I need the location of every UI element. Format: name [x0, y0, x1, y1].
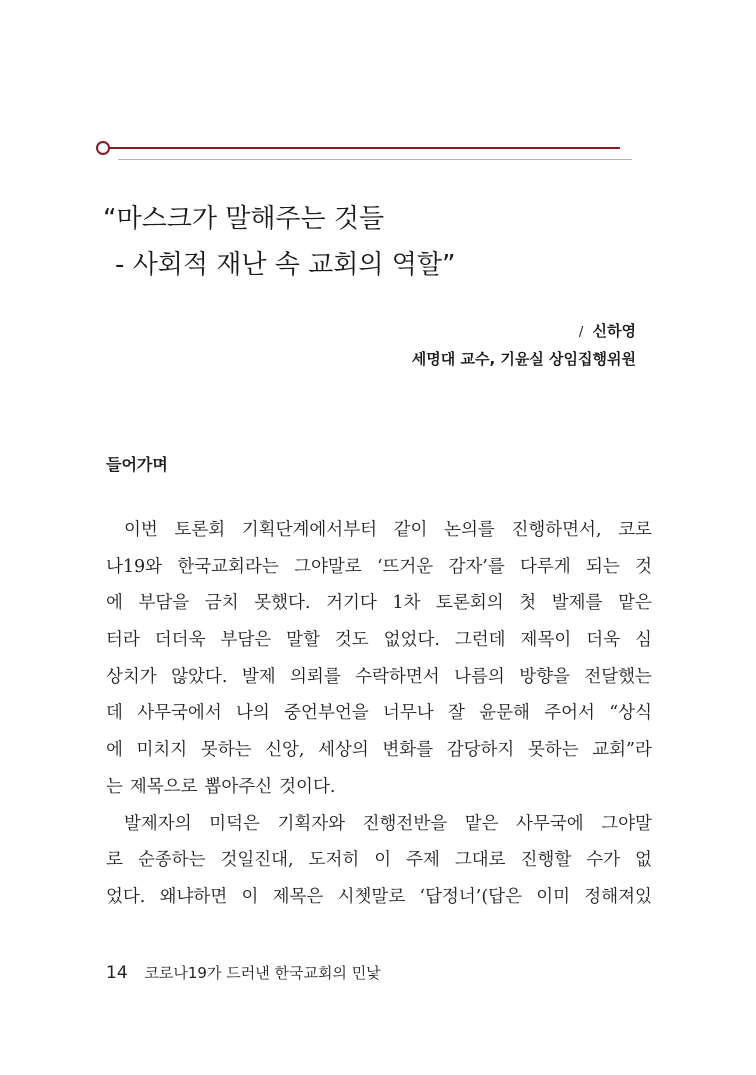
body-word: 토론회의	[436, 593, 504, 614]
body-word: 전달했는	[584, 666, 652, 687]
body-word: 코로	[618, 520, 652, 540]
body-word: 방향을	[519, 666, 570, 687]
body-word: 었다.	[106, 886, 146, 907]
body-word: 사무국에	[516, 813, 584, 834]
body-word: 못하는	[200, 740, 252, 761]
body-word: 변화를	[382, 740, 434, 761]
body-word: 나름의	[454, 666, 505, 687]
body-word: 사무국에서	[137, 703, 222, 724]
body-word: 나19와	[106, 556, 163, 577]
body-word: 시쳇말로	[337, 886, 406, 907]
body-word: ‘답정너’(답은	[419, 886, 522, 907]
body-word: 수가	[586, 850, 621, 871]
body-word: ‘뜨거운	[376, 556, 434, 577]
body-word: 금치	[204, 593, 239, 614]
body-word: 부담은	[220, 630, 272, 651]
title-line-2: - 사회적 재난 속 교회의 역할”	[115, 250, 456, 280]
body-word: 더더욱	[154, 630, 206, 651]
body-word: 그야말로	[294, 556, 362, 577]
body-word: 미치지	[136, 740, 188, 761]
body-word: 진행하면서,	[511, 520, 602, 540]
body-word: 것이다.	[279, 776, 336, 797]
body-word: 세상의	[318, 740, 369, 761]
body-line	[106, 806, 652, 843]
body-word: 맡은	[618, 593, 652, 614]
body-word: 것일진대,	[220, 850, 294, 871]
body-word: “상식	[609, 703, 652, 724]
body-line	[106, 769, 652, 806]
body-word: 발제	[241, 666, 276, 687]
body-word: 다루게	[520, 556, 571, 577]
body-word: 진행전반을	[362, 813, 448, 834]
body-word: 로	[106, 850, 123, 871]
body-word: 논의를	[444, 520, 495, 540]
article-title	[103, 196, 663, 288]
body-word: 그야말	[601, 813, 652, 834]
body-word: 그런데	[454, 630, 506, 651]
body-word: 없	[634, 850, 652, 871]
body-word: 이	[241, 886, 259, 907]
body-line	[106, 622, 652, 659]
body-word: 발제자의	[124, 813, 192, 834]
body-line	[106, 549, 652, 586]
body-word: 진행할	[520, 850, 572, 871]
body-word: 나의	[236, 703, 270, 724]
body-word: 감자’를	[448, 556, 505, 577]
page-footer	[106, 962, 381, 983]
body-word: 한국교회라는	[177, 556, 279, 577]
body-word: 더욱	[586, 630, 621, 651]
body-word: 주제	[406, 850, 440, 871]
body-word: 교회”라	[592, 740, 652, 761]
body-word: 못하는	[527, 740, 579, 761]
body-line	[106, 695, 652, 732]
body-line	[106, 512, 652, 549]
body-word: 같이	[393, 520, 428, 540]
body-word: 중언부언을	[284, 703, 369, 724]
body-word: 데	[106, 703, 123, 724]
body-word: 심	[634, 630, 652, 651]
body-word: 너무나	[382, 703, 434, 724]
body-word: 부담을	[138, 593, 190, 614]
body-word: 것도	[334, 630, 369, 651]
byline-author-row	[412, 318, 636, 346]
body-word: 않았다.	[171, 666, 228, 687]
body-word: 왜냐하면	[159, 886, 228, 907]
body-word: 못했다.	[254, 593, 311, 614]
rule-red-line	[110, 147, 620, 149]
body-word: 맡은	[464, 813, 499, 834]
body-word: 기획자와	[277, 813, 346, 834]
body-word: 1차	[392, 593, 421, 614]
body-line	[106, 585, 652, 622]
body-word: 그대로	[454, 850, 506, 871]
author-name: 신하영	[592, 322, 636, 340]
body-word: 수락하면서	[355, 666, 440, 687]
body-word: 에	[106, 593, 123, 614]
body-word: 터라	[106, 630, 140, 651]
title-rule	[96, 138, 636, 162]
body-word: 이	[374, 850, 392, 871]
body-word: 이미	[536, 886, 571, 907]
body-word: 상치가	[106, 666, 157, 687]
title-line-1: “마스크가 말해주는 것들	[103, 204, 385, 234]
body-word: 것	[635, 556, 652, 577]
section-heading: 들어가며	[106, 455, 168, 474]
page-number: 14	[106, 963, 128, 983]
body-line	[106, 842, 652, 879]
body-word: 윤문해	[479, 703, 530, 724]
body-line	[106, 879, 652, 916]
body-word: 말할	[286, 630, 320, 651]
body-word: 정해져있	[584, 886, 652, 907]
body-word: 주어서	[544, 703, 595, 724]
body-text	[106, 512, 652, 916]
body-word: 잘	[447, 703, 465, 724]
body-word: 발제를	[551, 593, 603, 614]
rule-grey-line	[118, 159, 632, 160]
body-word: 도저히	[308, 850, 360, 871]
author-affiliation: 세명대 교수, 기윤실 상임집행위원	[411, 350, 636, 368]
byline-slash: /	[578, 325, 584, 340]
rule-circle-ornament	[96, 141, 110, 155]
body-word: 신앙,	[265, 740, 305, 761]
body-word: 토론회	[174, 520, 226, 540]
byline	[412, 318, 636, 372]
running-book-title: 코로나19가 드러낸 한국교회의 민낯	[144, 964, 381, 982]
body-word: 없었다.	[383, 630, 440, 651]
body-word: 는	[106, 776, 123, 797]
body-word: 제목으로	[129, 776, 198, 797]
body-word: 기획단계에서부터	[241, 520, 378, 540]
body-word: 제목이	[520, 630, 572, 651]
body-word: 거기다	[326, 593, 377, 614]
body-word: 에	[106, 740, 123, 761]
body-line	[106, 732, 652, 769]
body-word: 제목은	[272, 886, 324, 907]
body-word: 미덕은	[209, 813, 260, 834]
body-word: 감당하지	[446, 740, 515, 761]
body-word: 뽑아주신	[204, 776, 273, 797]
body-word: 첫	[519, 593, 537, 614]
body-word: 순종하는	[137, 850, 206, 871]
body-line	[106, 659, 652, 696]
body-word: 되는	[586, 556, 620, 577]
body-word: 이번	[124, 520, 158, 540]
body-word: 의뢰를	[290, 666, 341, 687]
